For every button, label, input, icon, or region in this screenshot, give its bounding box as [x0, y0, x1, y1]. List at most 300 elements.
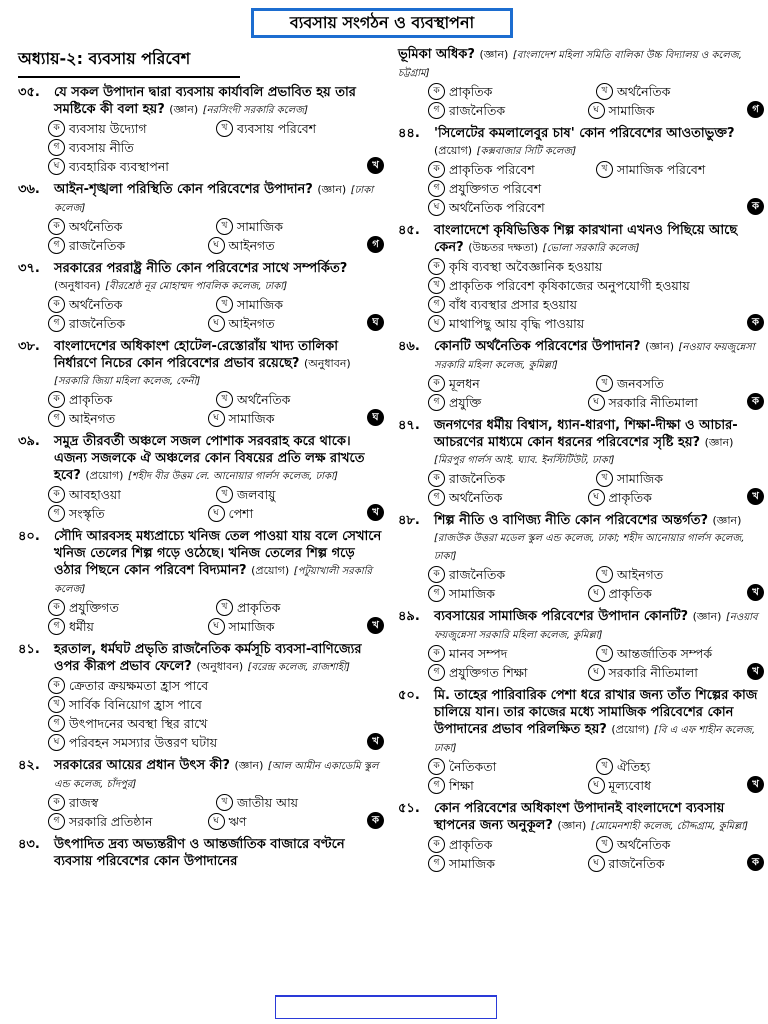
option-text: বাঁধ ব্যবস্থার প্রসার হওয়ায়	[449, 297, 578, 312]
option-row	[48, 295, 384, 314]
option-letter: ঘ	[428, 199, 445, 216]
option-row	[48, 390, 384, 409]
question-number: ৪৩.	[18, 837, 40, 852]
question-number: ৩৯.	[18, 434, 40, 449]
option	[48, 138, 384, 157]
option	[428, 276, 764, 295]
answer-badge: খ	[747, 776, 764, 793]
question	[398, 800, 764, 873]
options	[18, 217, 384, 255]
option-letter: ঘ	[588, 855, 605, 872]
option-text: প্রাকৃতিক	[608, 586, 652, 601]
options	[398, 644, 764, 682]
question-line	[18, 260, 384, 295]
option-text: সামাজিক পরিবেশ	[617, 162, 706, 177]
option-letter: খ	[596, 161, 613, 178]
option-letter: ঘ	[588, 777, 605, 794]
option-text: ব্যবহারিক ব্যবস্থাপনা	[69, 159, 169, 174]
option	[208, 236, 368, 255]
question	[18, 181, 384, 255]
question-body	[434, 338, 764, 374]
option-row	[48, 617, 384, 636]
option-text: রাজনৈতিক	[449, 103, 506, 118]
option	[428, 101, 588, 120]
option	[588, 101, 748, 120]
question-tag: (প্রয়োগ)	[611, 723, 650, 736]
option	[428, 663, 588, 682]
question-line	[398, 687, 764, 757]
option-text: রাজনৈতিক	[449, 471, 506, 486]
option	[48, 236, 208, 255]
chapter-heading: অধ্যায়-২: ব্যবসায় পরিবেশ	[18, 46, 240, 78]
option-letter: খ	[428, 277, 445, 294]
option-row	[428, 160, 764, 179]
option-letter: ঘ	[208, 813, 225, 830]
question-number: ৪৫.	[398, 223, 420, 238]
question-body	[54, 641, 384, 676]
option	[48, 390, 216, 409]
left-question-list	[18, 84, 384, 870]
option	[216, 485, 384, 504]
option-text: প্রাকৃতিক পরিবেশ	[449, 162, 535, 177]
option-row	[428, 644, 764, 663]
option-letter: ঘ	[588, 102, 605, 119]
answer-badge: খ	[367, 733, 384, 750]
question-number: ৩৭.	[18, 261, 40, 276]
option-letter: ঘ	[588, 585, 605, 602]
question-tag: (জ্ঞান)	[712, 514, 742, 527]
option-row	[48, 695, 384, 714]
question-line	[398, 608, 764, 644]
option-text: প্রাকৃতিক	[449, 84, 493, 99]
option-letter: ক	[48, 486, 65, 503]
question-number: ৩৬.	[18, 182, 40, 197]
option-letter: খ	[216, 120, 233, 137]
answer-badge: খ	[747, 584, 764, 601]
option-text: পরিবহন সমস্যার উত্তরণ ঘটায়	[69, 735, 218, 750]
option	[208, 617, 368, 636]
question-tag: (জ্ঞান)	[557, 819, 587, 832]
question-body	[54, 757, 384, 793]
option-row	[48, 676, 384, 695]
option	[48, 217, 216, 236]
question-source: [শহীদ বীর উত্তম লে. আনোয়ার গার্লস কলেজ, ঢাকা]	[128, 471, 338, 482]
option-text: অর্থনৈতিক	[617, 837, 671, 852]
option	[596, 757, 764, 776]
option	[216, 390, 384, 409]
option-letter: গ	[48, 715, 65, 732]
question-tag: (অনুধাবন)	[54, 279, 101, 292]
question-body	[434, 125, 764, 160]
option	[428, 374, 596, 393]
option-text: রাজস্ব	[69, 795, 99, 810]
option-letter: ঘ	[208, 410, 225, 427]
question-line	[398, 512, 764, 565]
option	[48, 812, 208, 831]
option-text: প্রাকৃতিক পরিবেশ কৃষিকাজের অনুপযোগী হওয়ায়	[449, 278, 690, 293]
option	[208, 812, 368, 831]
option-text: পেশা	[228, 506, 254, 521]
option-row	[48, 812, 384, 831]
option-letter: ঘ	[48, 158, 65, 175]
option-text: আন্তর্জাতিক সম্পর্ক	[617, 646, 713, 661]
question-number: ৫১.	[398, 801, 420, 816]
question-line	[398, 125, 764, 160]
option-text: জনবসতি	[617, 376, 664, 391]
option	[428, 160, 596, 179]
option-text: সরকারি প্রতিষ্ঠান	[69, 814, 153, 829]
option-letter: ক	[48, 599, 65, 616]
option	[48, 157, 367, 176]
option-letter: খ	[596, 470, 613, 487]
question-tag: (অনুধাবন)	[196, 660, 244, 673]
question-number: ৫০.	[398, 688, 420, 703]
question	[398, 512, 764, 603]
question-number: ৪১.	[18, 642, 40, 657]
option	[48, 733, 367, 752]
left-column	[18, 46, 384, 875]
options	[398, 257, 764, 333]
question-body	[54, 181, 384, 217]
options	[18, 119, 384, 176]
question-source: [পটুয়াখালী সরকারি কলেজ]	[54, 566, 372, 595]
option	[596, 82, 764, 101]
options	[398, 757, 764, 795]
question-tag: (প্রয়োগ)	[85, 469, 124, 482]
option-letter: ক	[428, 258, 445, 275]
question-body	[434, 608, 764, 644]
option-letter: খ	[596, 836, 613, 853]
option	[48, 793, 216, 812]
answer-badge: খ	[747, 488, 764, 505]
option-text: অর্থনৈতিক	[237, 392, 291, 407]
option-text: সার্বিক বিনিয়োগ হ্রাস পাবে	[69, 697, 202, 712]
options	[398, 469, 764, 507]
option-letter: খ	[596, 758, 613, 775]
question-text: শিল্প নীতি ও বাণিজ্য নীতি কোন পরিবেশের অন্তর্গত?	[434, 513, 708, 528]
question-text: সৌদি আরবসহ মধ্যপ্রাচ্যে খনিজ তেল পাওয়া যায় বলে সেখানে খনিজ তেলের শিল্প গড়ে ওঠেছে। খনিজ তেলের শিল্প গড়ে ওঠার পিছনে কোন পরিবেশ বিদ্যমান?	[54, 529, 382, 578]
question-source: [মোমেনশাহী কলেজ, চৌদ্দগ্রাম, কুমিল্লা]	[590, 821, 748, 832]
option-row	[48, 138, 384, 157]
option-text: সামাজিক	[228, 411, 275, 426]
option-letter: গ	[428, 102, 445, 119]
question	[18, 433, 384, 523]
option	[588, 584, 748, 603]
question-tag: (প্রয়োগ)	[434, 144, 473, 157]
question-line	[18, 528, 384, 598]
question-number: ৪৭.	[398, 418, 420, 433]
option-row	[428, 663, 764, 682]
option	[208, 409, 368, 428]
option-text: রাজনৈতিক	[449, 567, 506, 582]
options	[18, 793, 384, 831]
option-row	[428, 101, 764, 120]
option	[48, 314, 208, 333]
option-letter: খ	[596, 645, 613, 662]
answer-badge: গ	[367, 236, 384, 253]
option-row	[48, 598, 384, 617]
question-source: [সরকারি জিয়া মহিলা কলেজ, ফেনী]	[54, 376, 201, 387]
option	[48, 695, 384, 714]
option-text: মাথাপিছু আয় বৃদ্ধি পাওয়ায়	[449, 316, 585, 331]
question-text: জনগণের ধর্মীয় বিশ্বাস, ধ্যান-ধারণা, শিক্ষা-দীক্ষা ও আচার-আচরণের মাধ্যমে কোন ধরনের পরিবেশের সৃষ্টি হয়?	[434, 418, 738, 450]
option	[428, 82, 596, 101]
option-text: আবহাওয়া	[69, 487, 121, 502]
option-text: সামাজিক	[237, 297, 283, 312]
option-letter: গ	[428, 394, 445, 411]
option	[428, 488, 588, 507]
option-letter: গ	[428, 296, 445, 313]
option-text: প্রযুক্তিগত	[69, 600, 119, 615]
option	[428, 198, 747, 217]
option-letter: গ	[428, 180, 445, 197]
option-letter: গ	[48, 505, 65, 522]
option-text: ব্যবসায় পরিবেশ	[237, 121, 317, 136]
option-row	[428, 374, 764, 393]
question-line	[18, 433, 384, 485]
option-letter: ঘ	[588, 664, 605, 681]
option-letter: গ	[48, 139, 65, 156]
question-source: [বরেন্দ্র কলেজ, রাজশাহী]	[247, 662, 350, 673]
option-text: ব্যবসায় নীতি	[69, 140, 134, 155]
question-tag: (জ্ঞান)	[317, 183, 347, 196]
question	[398, 608, 764, 682]
option-letter: খ	[596, 566, 613, 583]
question-source: [মিরপুর গার্লস আই. ঘ্যাব. ইনস্টিটিউট, ঢাকা]	[434, 455, 615, 466]
option-letter: ক	[428, 375, 445, 392]
question-source: [ভোলা সরকারি কলেজ]	[542, 243, 640, 254]
question	[398, 125, 764, 217]
question-text: কোনটি অর্থনৈতিক পরিবেশের উপাদান?	[434, 339, 641, 354]
option-row	[428, 854, 764, 873]
option	[428, 314, 747, 333]
question-body	[434, 687, 764, 757]
question-number: ৩৫.	[18, 85, 40, 100]
option	[428, 757, 596, 776]
answer-badge: ঘ	[367, 409, 384, 426]
option-letter: ক	[48, 794, 65, 811]
option	[596, 565, 764, 584]
option-letter: ঘ	[208, 237, 225, 254]
option-text: সামাজিক	[237, 219, 283, 234]
question	[398, 222, 764, 333]
answer-badge: ক	[747, 854, 764, 871]
option	[48, 598, 216, 617]
option-text: প্রাকৃতিক	[69, 392, 113, 407]
option	[48, 714, 384, 733]
option-row	[428, 179, 764, 198]
option-letter: ঘ	[208, 505, 225, 522]
option-row	[48, 409, 384, 428]
question-tag: (অনুধাবন)	[304, 357, 351, 370]
option-text: জাতীয় আয়	[237, 795, 299, 810]
option	[428, 295, 764, 314]
option-text: প্রযুক্তিগত শিক্ষা	[449, 665, 528, 680]
option	[428, 179, 764, 198]
option-letter: গ	[48, 813, 65, 830]
option	[216, 119, 384, 138]
option-text: ঐতিহ্য	[617, 759, 651, 774]
option-letter: গ	[428, 489, 445, 506]
question-text: সরকারের পররাষ্ট্র নীতি কোন পরিবেশের সাথে সম্পর্কিত?	[54, 261, 348, 276]
option	[216, 598, 384, 617]
question-body	[434, 800, 764, 835]
question-source: [আল আমীন একাডেমি স্কুল এন্ড কলেজ, চাঁদপুর]	[54, 761, 379, 790]
option-row	[428, 776, 764, 795]
option	[596, 835, 764, 854]
option-text: মূলধন	[449, 376, 480, 391]
question-continuation	[398, 46, 764, 120]
question-text: ব্যবসায়ের সামাজিক পরিবেশের উপাদান কোনটি?	[434, 609, 689, 624]
question-line	[18, 757, 384, 793]
option-text: মানব সম্পদ	[449, 646, 508, 661]
option-text: আইনগত	[617, 567, 664, 582]
answer-badge: ঘ	[367, 314, 384, 331]
question-text: 'সিলেটের কমলালেবুর চাষ' কোন পরিবেশের আওতাভুক্ত?	[434, 126, 735, 141]
option-letter: ক	[48, 296, 65, 313]
question-body	[54, 528, 384, 598]
option	[208, 504, 368, 523]
question-line	[18, 836, 384, 870]
question-body	[54, 433, 384, 485]
question-text: উৎপাদিত দ্রব্য অভ্যন্তরীণ ও আন্তর্জাতিক বাজারে বণ্টনে ব্যবসায় পরিবেশের কোন উপাদানের	[54, 837, 345, 869]
option-row	[428, 393, 764, 412]
question-tag: (জ্ঞান)	[645, 340, 674, 353]
option-letter: ঘ	[48, 734, 65, 751]
option	[596, 469, 764, 488]
question-text: বাংলাদেশের অধিকাংশ হোটেল-রেস্তোরাঁয় খাদ্য তালিকা নির্ধারণে নিচের কোন পরিবেশের প্রভাব রয়েছে?	[54, 339, 339, 371]
footer-box	[275, 995, 497, 1019]
option-text: অর্থনৈতিক	[449, 490, 503, 505]
options	[18, 390, 384, 428]
option-text: প্রাকৃতিক	[449, 837, 493, 852]
answer-badge: খ	[367, 504, 384, 521]
page-title: ব্যবসায় সংগঠন ও ব্যবস্থাপনা	[251, 8, 513, 38]
question-line	[398, 338, 764, 374]
question	[18, 84, 384, 176]
option-letter: ক	[428, 836, 445, 853]
option-row	[428, 82, 764, 101]
option-letter: খ	[596, 375, 613, 392]
option-text: ঋণ	[228, 814, 247, 829]
question-text: কোন পরিবেশের অধিকাংশ উপাদানই বাংলাদেশে ব্যবসায় স্থাপনের জন্য অনুকূল?	[434, 801, 725, 833]
option-row	[428, 488, 764, 507]
option-row	[428, 565, 764, 584]
option-letter: খ	[596, 83, 613, 100]
option-text: জলবায়ু	[237, 487, 276, 502]
options	[18, 295, 384, 333]
option-text: রাজনৈতিক	[69, 238, 126, 253]
question-number: ৪২.	[18, 758, 40, 773]
question-body	[434, 222, 764, 257]
option-text: সামাজিক	[449, 856, 495, 871]
options	[18, 485, 384, 523]
question-source: [বাংলাদেশ মহিলা সমিতি বালিকা উচ্চ বিদ্যালয় ও কলেজ, চট্টগ্রাম]	[398, 50, 742, 79]
option	[428, 393, 588, 412]
answer-badge: ক	[747, 198, 764, 215]
question-text: যে সকল উপাদান দ্বারা ব্যবসায় কার্যাবলি প্রভাবিত হয় তার সমষ্টিকে কী বলা হয়?	[54, 85, 356, 117]
option-row	[428, 835, 764, 854]
question-text: বাংলাদেশে কৃষিভিত্তিক শিল্প কারখানা এখনও পিছিয়ে আছে কেন?	[434, 223, 738, 255]
option-row	[48, 217, 384, 236]
answer-badge: খ	[367, 157, 384, 174]
option-letter: ক	[428, 83, 445, 100]
option-letter: ক	[428, 566, 445, 583]
question-text: সমুদ্র তীরবর্তী অঞ্চলে সজল পোশাক সরবরাহ করে থাকে। এজন্য সজলকে ঐ অঞ্চলের কোন বিষয়ের প্রতি লক্ষ রাখতে হবে?	[54, 434, 365, 483]
question-number: ৩৮.	[18, 339, 40, 354]
option-text: ধর্মীয়	[69, 619, 94, 634]
question-source: [বীরশ্রেষ্ঠ নূর মোহাম্মদ পাবলিক কলেজ, ঢাকা]	[105, 281, 288, 292]
question-text: হরতাল, ধর্মঘট প্রভৃতি রাজনৈতিক কর্মসূচি ব্যবসা-বাণিজ্যের ওপর কীরূপ প্রভাব ফেলে?	[54, 642, 362, 674]
question-body	[54, 260, 384, 295]
option-text: সামাজিক	[617, 471, 663, 486]
question-source: [নওয়াব ফয়জুন্নেসা সরকারি মহিলা কলেজ, কুমিল্লা]	[434, 342, 755, 371]
option	[428, 644, 596, 663]
options	[398, 835, 764, 873]
option-row	[428, 469, 764, 488]
option	[428, 835, 596, 854]
question	[398, 417, 764, 507]
options	[18, 676, 384, 752]
option-text: সরকারি নীতিমালা	[608, 665, 698, 680]
option-letter: ক	[428, 645, 445, 662]
question-text: ভূমিকা অধিক?	[398, 47, 475, 62]
options	[398, 565, 764, 603]
option-text: অর্থনৈতিক	[617, 84, 671, 99]
right-column	[398, 46, 764, 878]
option-text: সামাজিক	[608, 103, 655, 118]
option-letter: ঘ	[428, 315, 445, 332]
option-letter: ক	[48, 120, 65, 137]
option-letter: গ	[428, 777, 445, 794]
option-text: আইনগত	[69, 411, 116, 426]
option-text: অর্থনৈতিক পরিবেশ	[449, 200, 545, 215]
options	[398, 82, 764, 120]
option-row	[428, 757, 764, 776]
option-text: রাজনৈতিক	[608, 856, 665, 871]
option-letter: ক	[48, 677, 65, 694]
option-text: নৈতিকতা	[449, 759, 497, 774]
question-number: ৪৪.	[398, 126, 420, 141]
option-text: আইনগত	[228, 316, 275, 331]
option-row	[428, 257, 764, 276]
question-number: ৪৬.	[398, 339, 420, 354]
option	[596, 374, 764, 393]
question	[398, 687, 764, 795]
question-source: [ঢাকা কলেজ]	[54, 185, 374, 214]
option-letter: ক	[48, 218, 65, 235]
option-row	[48, 157, 384, 176]
question	[18, 641, 384, 752]
answer-badge: ক	[747, 314, 764, 331]
option	[588, 393, 748, 412]
option-row	[428, 276, 764, 295]
question-tag: (জ্ঞান)	[692, 610, 722, 623]
option-letter: খ	[216, 391, 233, 408]
question-tag: (জ্ঞান)	[704, 436, 734, 449]
option-row	[428, 295, 764, 314]
question	[398, 338, 764, 412]
question-number: ৪৯.	[398, 609, 420, 624]
option-letter: খ	[216, 296, 233, 313]
question	[18, 260, 384, 333]
question-line	[18, 181, 384, 217]
options	[398, 374, 764, 412]
question-source: [নরসিংদী সরকারি কলেজ]	[202, 105, 308, 116]
question-line	[18, 338, 384, 390]
question-source: [রাজউক উত্তরা মডেল স্কুল এন্ড কলেজ, ঢাকা; শহীদ আনোয়ার গার্লস কলেজ, ঢাকা]	[434, 533, 745, 562]
option	[216, 793, 384, 812]
